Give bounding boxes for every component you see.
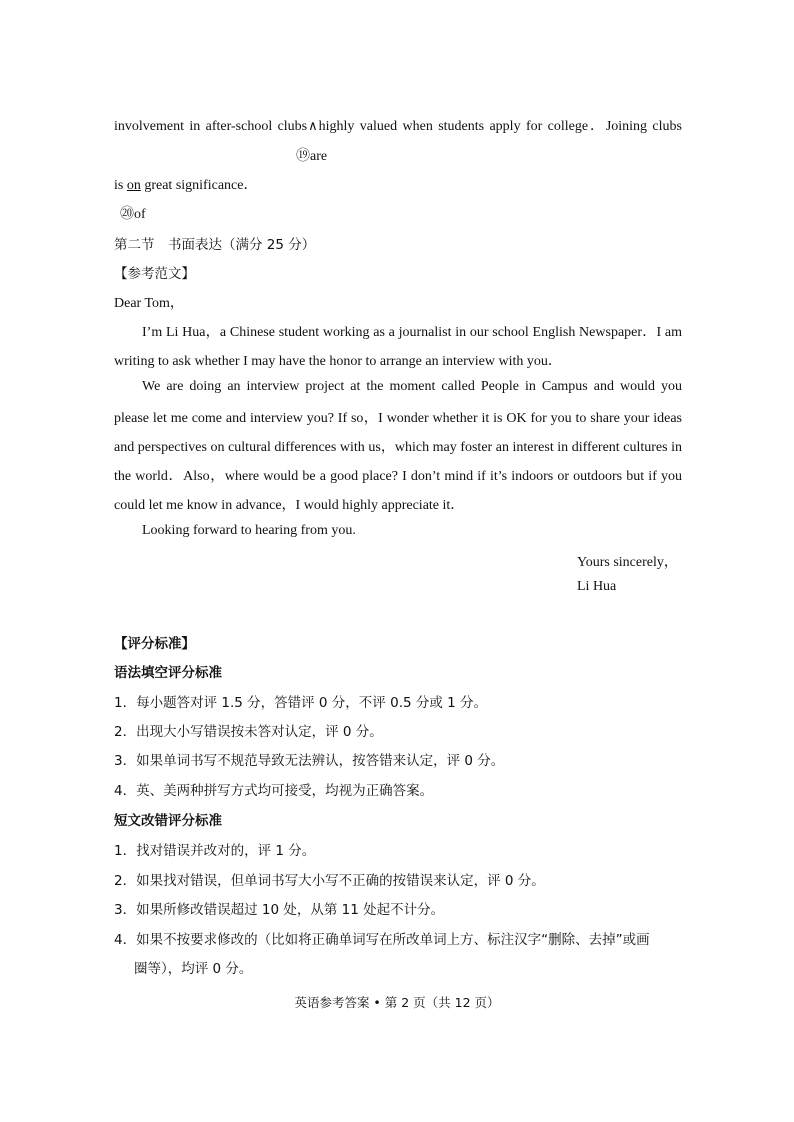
grammar-criteria-item-3: 3．如果单词书写不规范导致无法辨认，按答错来认定，评 0 分。 <box>114 753 505 769</box>
correction-criteria-item-2: 2．如果找对错误，但单词书写大小写不正确的按错误来认定，评 0 分。 <box>114 873 545 889</box>
letter-paragraph-2-line-1: We are doing an interview project at the moment called People in Campus and would you <box>142 379 682 394</box>
correction-criteria-item-1: 1．找对错误并改对的，评 1 分。 <box>114 843 316 859</box>
page-footer: 英语参考答案 • 第 2 页（共 12 页） <box>294 995 500 1010</box>
letter-signature: Li Hua <box>577 579 617 594</box>
grammar-criteria-title: 语法填空评分标准 <box>114 665 222 681</box>
correction-note-20: ⑳of <box>120 207 146 222</box>
letter-paragraph-2-line-2: please let me come and interview you? If so，I wonder whether it is OK for you to share your ideas <box>114 411 682 426</box>
letter-paragraph-1-line-2: writing to ask whether I may have the honor to arrange an interview with you． <box>114 354 562 369</box>
grammar-criteria-item-1: 1．每小题答对评 1.5 分，答错评 0 分，不评 0.5 分或 1 分。 <box>114 695 488 711</box>
correction-text-after-2: great significance． <box>140 178 258 193</box>
letter-paragraph-2-line-4: the world．Also，where would be a good place? I don’t mind if it’s indoors or outdoors but if you <box>114 469 682 484</box>
insertion-caret: ∧ <box>308 118 318 133</box>
correction-criteria-item-4: 4．如果不按要求修改的（比如将正确单词写在所改单词上方、标注汉字“删除、去掉”或画 <box>114 932 650 948</box>
criteria-title: 【评分标准】 <box>114 636 195 652</box>
correction-text-before: involvement in after-school clubs <box>114 119 308 134</box>
correction-text-before-2: is <box>114 178 127 193</box>
grammar-criteria-item-2: 2．出现大小写错误按未答对认定，评 0 分。 <box>114 724 383 740</box>
letter-signoff: Yours sincerely， <box>577 555 678 570</box>
correction-criteria-item-4-continued: 圈等），均评 0 分。 <box>134 961 253 977</box>
letter-paragraph-1-line-1: I’m Li Hua，a Chinese student working as a journalist in our school English Newspaper．I am <box>142 325 682 340</box>
sample-essay-title: 【参考范文】 <box>114 266 195 282</box>
correction-line-2 <box>114 174 257 194</box>
letter-closing-line: Looking forward to hearing from you. <box>142 523 356 538</box>
letter-paragraph-2-line-5: could let me know in advance，I would highly appreciate it． <box>114 498 465 513</box>
letter-paragraph-2-line-3: and perspectives on cultural differences with us，which may foster an interest in different cultures in <box>114 440 682 455</box>
grammar-criteria-item-4: 4．英、美两种拼写方式均可接受，均视为正确答案。 <box>114 783 434 799</box>
correction-criteria-title: 短文改错评分标准 <box>114 813 222 829</box>
underlined-error-word: on <box>126 178 141 193</box>
correction-note-19: ⑲are <box>296 149 328 164</box>
letter-greeting: Dear Tom， <box>114 296 184 311</box>
correction-text-after: highly valued when students apply for college．Joining clubs <box>318 119 682 134</box>
correction-line-1 <box>114 115 682 135</box>
section-heading: 第二节 书面表达（满分 25 分） <box>114 237 316 253</box>
correction-criteria-item-3: 3．如果所修改错误超过 10 处，从第 11 处起不计分。 <box>114 902 445 918</box>
